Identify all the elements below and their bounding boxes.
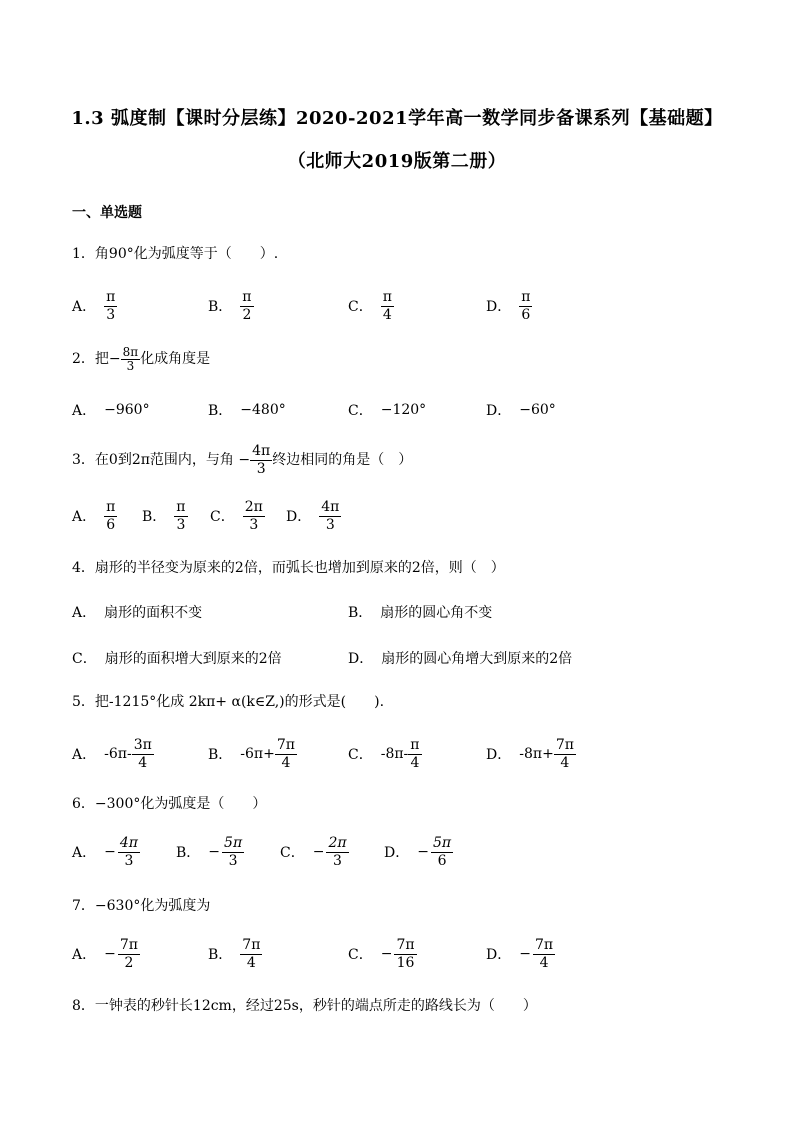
question-1-stem: 1．角90°化为弧度等于（ ）. bbox=[72, 246, 279, 262]
question-5-options bbox=[72, 732, 752, 776]
question-4-stem: 4．扇形的半径变为原来的2倍，而弧长也增加到原来的2倍，则（ ） bbox=[72, 560, 505, 576]
option-b: B． -6π+ $\frac{7\pi}{4}$ bbox=[208, 736, 295, 771]
question-7-stem: 7．−630°化为弧度为 bbox=[72, 898, 211, 914]
option-c: C． − $\frac{2\pi}{3}$ bbox=[280, 834, 347, 869]
option-d: D． − $\frac{7\pi}{4}$ bbox=[486, 936, 554, 971]
option-a: A． $\frac{\pi}{6}$ bbox=[72, 498, 116, 533]
question-2-options bbox=[72, 388, 752, 432]
option-d: D． − $\frac{5\pi}{6}$ bbox=[384, 834, 452, 869]
question-8-stem: 8．一钟表的秒针长12cm，经过25s，秒针的端点所走的路线长为（ ） bbox=[72, 998, 537, 1014]
option-c: C． −120° bbox=[348, 402, 427, 419]
option-c: C． $\frac{2\pi}{3}$ bbox=[210, 498, 263, 533]
doc-title-line2: （北师大2019版第二册） bbox=[287, 151, 507, 172]
option-a: A． − $\frac{7\pi}{2}$ bbox=[72, 936, 138, 971]
option-a: A． −960° bbox=[72, 402, 150, 419]
option-d: D． -8π+ $\frac{7\pi}{4}$ bbox=[486, 736, 574, 771]
option-b: B． − $\frac{5\pi}{3}$ bbox=[176, 834, 243, 869]
option-d: D． −60° bbox=[486, 402, 556, 419]
question-4-options-row2 bbox=[72, 636, 752, 680]
question-3-options bbox=[72, 494, 752, 538]
option-d: D． $\frac{4\pi}{3}$ bbox=[286, 498, 340, 533]
question-4-options-row1 bbox=[72, 590, 752, 634]
section-heading: 一、单选题 bbox=[72, 205, 142, 221]
option-c: C． -8π- $\frac{\pi}{4}$ bbox=[348, 736, 420, 771]
option-a: A． $\frac{\pi}{3}$ bbox=[72, 288, 116, 323]
question-1-options bbox=[72, 284, 752, 328]
question-5-stem: 5．把-1215°化成 2kπ+ α(k∈Z,)的形式是( ). bbox=[72, 694, 385, 710]
option-d: D． 扇形的圆心角增大到原来的2倍 bbox=[348, 651, 573, 667]
doc-title-line1: 1.3 弧度制【课时分层练】2020-2021学年高一数学同步备课系列【基础题】 bbox=[71, 108, 723, 129]
option-a: A． 扇形的面积不变 bbox=[72, 605, 203, 621]
option-b: B． $\frac{7\pi}{4}$ bbox=[208, 936, 261, 971]
question-2-stem: 2．把− $\frac{8\pi}{3}$ 化成角度是 bbox=[72, 344, 211, 373]
question-7-options bbox=[72, 932, 752, 976]
option-a: A． -6π- $\frac{3\pi}{4}$ bbox=[72, 736, 152, 771]
option-c: C． − $\frac{7\pi}{16}$ bbox=[348, 936, 415, 971]
option-b: B． $\frac{\pi}{3}$ bbox=[142, 498, 186, 533]
option-c: C． $\frac{\pi}{4}$ bbox=[348, 288, 392, 323]
option-c: C． 扇形的面积增大到原来的2倍 bbox=[72, 651, 282, 667]
question-6-stem: 6．−300°化为弧度是（ ） bbox=[72, 796, 267, 812]
option-b: B． $\frac{\pi}{2}$ bbox=[208, 288, 252, 323]
option-a: A． − $\frac{4\pi}{3}$ bbox=[72, 834, 138, 869]
question-3-stem: 3．在0到2π范围内，与角 − $\frac{4\pi}{3}$ 终边相同的角是（ ） bbox=[72, 442, 413, 477]
option-b: B． 扇形的圆心角不变 bbox=[348, 605, 493, 621]
option-d: D． $\frac{\pi}{6}$ bbox=[486, 288, 531, 323]
option-b: B． −480° bbox=[208, 402, 286, 419]
question-6-options bbox=[72, 830, 752, 874]
